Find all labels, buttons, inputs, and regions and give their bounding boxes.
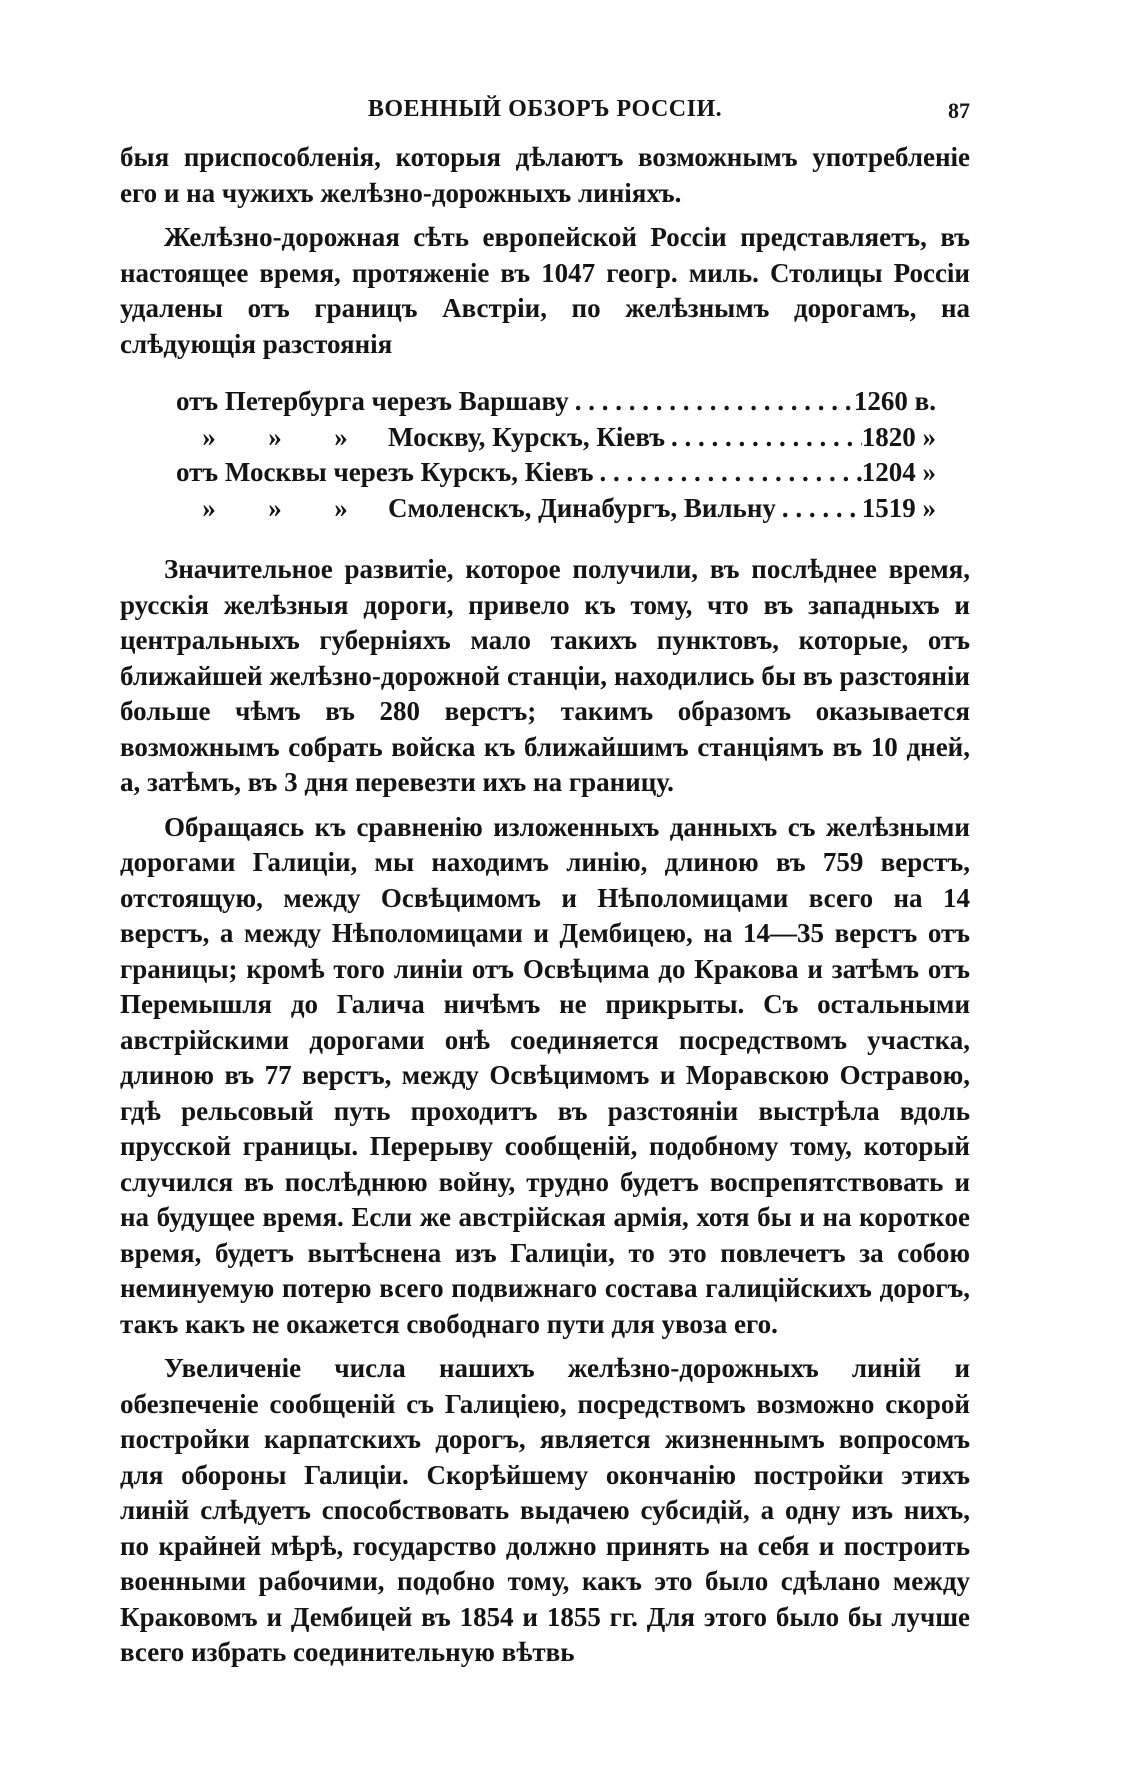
distance-route: Москву, Курскъ, Кіевъ	[388, 421, 666, 452]
ditto-marks	[176, 420, 374, 456]
distance-route: отъ Москвы черезъ Курскъ, Кіевъ	[176, 457, 594, 487]
running-header	[120, 88, 970, 128]
ditto-mark: »	[268, 492, 282, 523]
leader-dots	[776, 491, 862, 527]
distance-value: 1519 »	[861, 492, 936, 523]
book-page	[120, 88, 970, 1680]
paragraph-development: Значительное развитіе, которое получили, въ послѣднее время, русскія желѣзныя дороги, привело къ тому, что въ западныхъ и центральныхъ губерніяхъ мало такихъ пунктовъ, которые, отъ ближайшей желѣзно-дорожной станціи, находились бы въ разстояніи больше чѣмъ въ 280 верстъ; такимъ образомъ оказывается возможнымъ собрать войска къ ближайшимъ станціямъ въ 10 дней, а, затѣмъ, въ 3 дня перевезти ихъ на границу.	[120, 554, 970, 797]
leader-dots	[569, 384, 854, 420]
page-number: 87	[948, 98, 970, 123]
ditto-marks	[176, 491, 374, 527]
distance-value: 1204 »	[861, 457, 936, 487]
distance-route: Смоленскъ, Динабургъ, Вильну	[388, 492, 776, 523]
distance-row	[176, 420, 936, 456]
distances-list	[176, 384, 936, 526]
paragraph-continued: быя приспособленія, которыя дѣлаютъ возможнымъ употребленіе его и на чужихъ желѣзно-дорожныхъ линіяхъ.	[120, 142, 970, 208]
running-title: ВОЕННЫЙ ОБЗОРЪ РОССІИ.	[367, 96, 723, 122]
leader-dots	[594, 455, 862, 491]
paragraph-increase-lines: Увеличеніе числа нашихъ желѣзно-дорожныхъ линій и обезпеченіе сообщеній съ Галиціею, посредствомъ возможно скорой постройки карпатскихъ дорогъ, является жизненнымъ вопросомъ для обороны Галиціи. Скорѣйшему окончанію постройки этихъ линій слѣдуетъ способствовать выдачею субсидій, а одну изъ нихъ, по крайней мѣрѣ, государство должно принять на себя и построить военными рабочими, подобно тому, какъ это было сдѣлано между Краковомъ и Дембицей въ 1854 и 1855 гг. Для этого было бы лучше всего избрать соединительную вѣтвь	[120, 1353, 970, 1667]
distance-row	[176, 455, 936, 491]
distance-value: 1820 »	[861, 421, 936, 452]
ditto-mark: »	[334, 421, 348, 452]
ditto-mark: »	[334, 492, 348, 523]
body-text	[120, 140, 970, 1671]
distance-row	[176, 491, 936, 527]
ditto-mark: »	[268, 421, 282, 452]
paragraph-railway-network: Желѣзно-дорожная сѣть европейской Россіи представляетъ, въ настоящее время, протяженіе въ 1047 геогр. миль. Столицы Россіи удалены отъ границъ Австріи, по желѣзнымъ дорогамъ, на слѣдующія разстоянія	[120, 222, 970, 359]
leader-dots	[665, 420, 862, 456]
distance-row	[176, 384, 936, 420]
ditto-mark: »	[202, 421, 216, 452]
paragraph-galicia-railways: Обращаясь къ сравненію изложенныхъ данныхъ съ желѣзными дорогами Галиціи, мы находимъ линію, длиною въ 759 верстъ, отстоящую, между Освѣцимомъ и Нѣполомицами всего на 14 верстъ, а между Нѣполомицами и Дембицею, на 14—35 верстъ отъ границы; кромѣ того линіи отъ Освѣцима до Кракова и затѣмъ отъ Перемышля до Галича ничѣмъ не прикрыты. Съ остальными австрійскими дорогами онѣ соединяется посредствомъ участка, длиною въ 77 верстъ, между Освѣцимомъ и Моравскою Остравою, гдѣ рельсовый путь проходитъ въ разстояніи выстрѣла вдоль прусской границы. Перерыву сообщеній, подобному тому, который случился въ послѣднюю войну, трудно будетъ воспрепятствовать и на будущее время. Если же австрійская армія, хотя бы и на короткое время, будетъ вытѣснена изъ Галиціи, то это повлечетъ за собою неминуемую потерю всего подвижнаго состава галиційскихъ дорогъ, такъ какъ не окажется свободнаго пути для увоза его.	[120, 811, 970, 1339]
distance-value: 1260 в.	[853, 386, 936, 416]
distance-route: отъ Петербурга черезъ Варшаву	[176, 386, 569, 416]
ditto-mark: »	[202, 492, 216, 523]
